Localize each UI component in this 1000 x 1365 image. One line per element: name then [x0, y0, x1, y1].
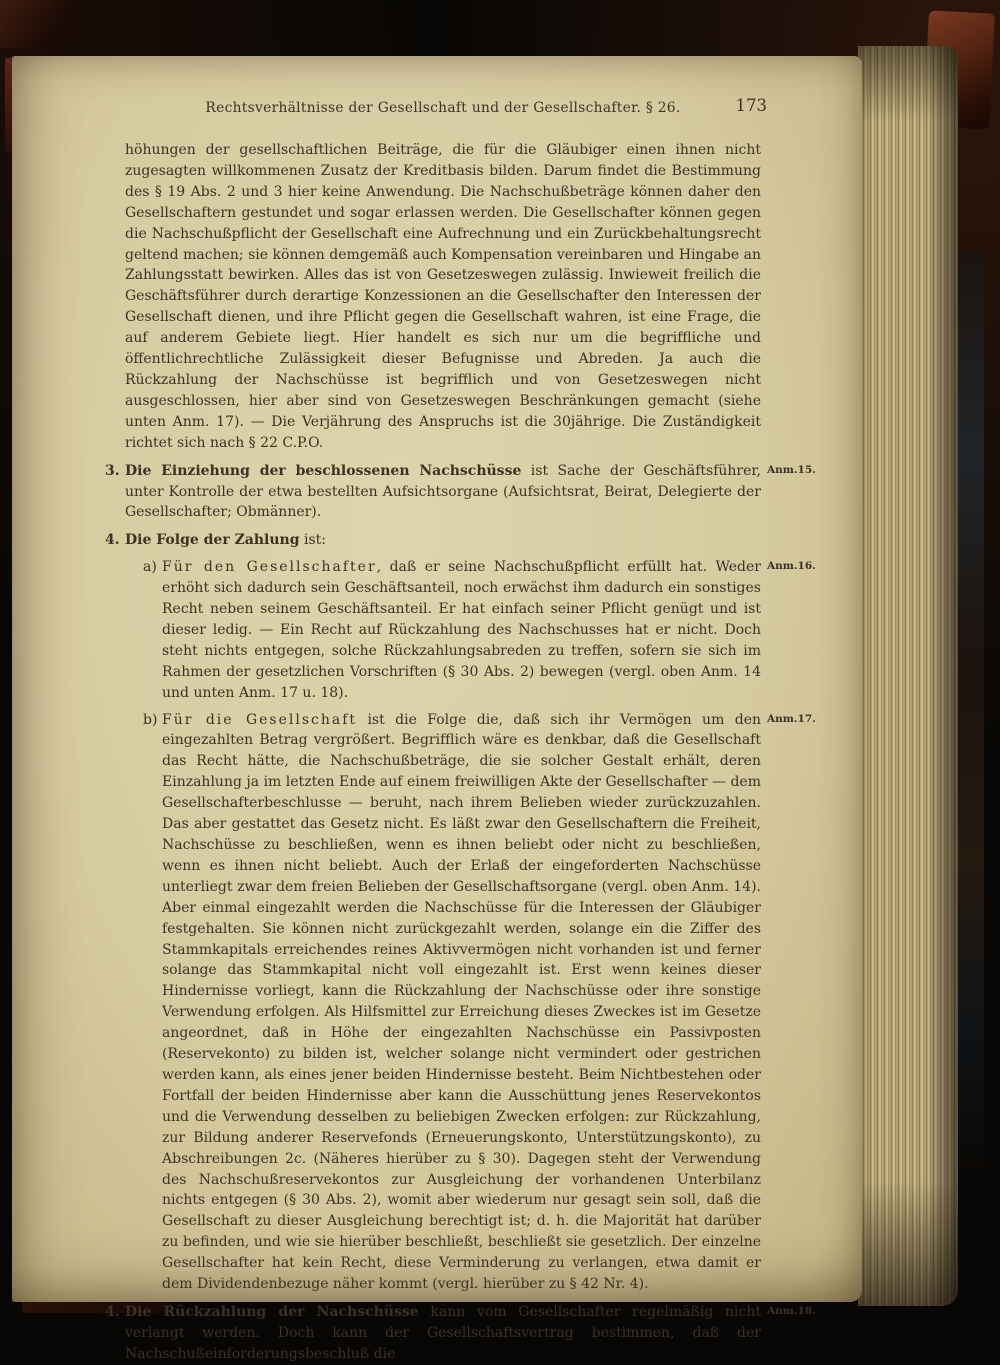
- item-4-number: 4.: [105, 532, 120, 549]
- sub-item-a-lead: Für den Gesellschafter: [162, 559, 377, 576]
- running-header: Rechtsverhältnisse der Gesellschaft und der Gesellschafter. § 26.: [205, 100, 681, 116]
- item-5-lead: Die Rückzahlung der Nachschüsse: [125, 1303, 419, 1320]
- margin-note-anm15: Anm.15.: [767, 463, 816, 476]
- item-3-text: ist Sache der Geschäftsführer, unter Kontrolle der etwa bestellten Aufsichtsorgane (Aufsichtsrat, Beirat, Delegierte der Gesellschafter; Obmänner).: [125, 462, 761, 521]
- sub-item-a-text: , daß er seine Nachschußpflicht erfüllt hat. Weder erhöht sich dadurch sein Geschäftsanteil, noch erwächst ihm dadurch ein sonstiges Recht neben seinem Geschäftsanteil. Er hat einfach seiner Pflicht genügt und ist dieser ledig. — Ein Recht auf Rückzahlung des Nachschusses hat er nicht. Doch steht nichts entgegen, solche Rückzahlungsabreden zu treffen, sofern sie sich im Rahmen der gesetzlichen Vorschriften (§ 30 Abs. 2) bewegen (vergl. oben Anm. 14 und unten Anm. 17 u. 18).: [162, 559, 761, 701]
- paragraph-continuation: höhungen der gesellschaftlichen Beiträge, die für die Gläubiger einen ihnen nicht zugesagten willkommenen Zusatz der Kreditbasis bilden. Darum findet die Bestimmung des § 19 Abs. 2 und 3 hier keine Anwendung. Die Nachschußbeträge können daher den Gesellschaftern gestundet und sogar erlassen werden. Die Gesellschafter können gegen die Nachschußpflicht der Gesellschaft eine Aufrechnung und ein Zurückbehaltungsrecht geltend machen; sie können demgemäß auch Kompensation vereinbaren und Hingabe an Zahlungsstatt bewirken. Alles das ist von Gesetzeswegen zulässig. Inwieweit freilich die Geschäftsführer durch derartige Konzessionen an die Gesellschafter den Interessen der Gesellschaft dienen, und ihre Pflicht gegen die Gesellschaft wahren, ist eine Frage, die auf anderem Gebiete liegt. Hier handelt es sich nur um die begriffliche und öffentlichrechtliche Zulässigkeit dieser Befugnisse und Abreden. Ja auch die Rückzahlung der Nachschüsse ist begrifflich und von Gesetzeswegen nicht ausgeschlossen, hier aber sind von Gesetzeswegen Beschränkungen gemacht (siehe unten Anm. 17). — Die Verjährung des Anspruchs ist die 30jährige. Die Zuständigkeit richtet sich nach § 22 C.P.O.: [125, 142, 761, 451]
- item-5-text: kann vom Gesellschafter regelmäßig nicht verlangt werden. Doch kann der Gesellschaftsvertrag bestimmen, daß der Nachschußeinforderungsbeschluß die: [125, 1303, 761, 1362]
- sub-item-a: [143, 557, 816, 703]
- page-header: [125, 96, 767, 124]
- text-column: [105, 96, 816, 1365]
- scanned-page: [12, 56, 862, 1362]
- numbered-item-4: [105, 530, 761, 551]
- item-5-number: 4.: [105, 1303, 120, 1320]
- book-cover-top-left: [0, 0, 80, 48]
- item-3-lead: Die Einziehung der beschlossenen Nachschüsse: [125, 462, 522, 479]
- numbered-item-4-rueckzahlung: [105, 1302, 816, 1365]
- sub-item-b-label: b): [143, 711, 158, 728]
- margin-note-anm16: Anm.16.: [767, 560, 816, 573]
- sub-item-a-label: a): [143, 559, 157, 576]
- item-4-text: ist:: [299, 532, 326, 549]
- book-cover-side: [956, 250, 984, 1170]
- margin-note-anm18: Anm.18.: [767, 1304, 816, 1317]
- item-4-lead: Die Folge der Zahlung: [125, 532, 300, 549]
- sub-item-b-lead: Für die Gesellschaft: [162, 711, 358, 728]
- page-number: 173: [735, 96, 767, 115]
- margin-note-anm17: Anm.17.: [767, 712, 816, 725]
- sub-item-b-text: ist die Folge die, daß sich ihr Vermögen um den eingezahlten Betrag vergrößert. Begrifflich wäre es denkbar, daß die Gesellschaft das Recht hätte, die Nachschußbeträge, die sie solcher Gestalt erhält, deren Einzahlung ja im letzten Ende auf einem freiwilligen Akte der Gesellschafter — dem Gesellschafterbeschlusse — beruht, nach ihrem Belieben wieder zurückzuzahlen. Das aber gestattet das Gesetz nicht. Es läßt zwar den Gesellschaftern die Freiheit, Nachschüsse zu beschließen, wenn es ihnen beliebt oder nicht zu beschließen, wenn es ihnen nicht beliebt. Auch der Erlaß der eingeforderten Nachschüsse unterliegt zwar dem freien Belieben der Gesellschaftsorgane (vergl. oben Anm. 14). Aber einmal eingezahlt werden die Nachschüsse für die Interessen der Gläubiger festgehalten. Sie können nicht zurückgezahlt werden, solange ein die Ziffer des Stammkapitals erreichendes reines Aktivvermögen nicht vorhanden ist und ferner solange das Stammkapital nicht voll eingezahlt ist. Erst wenn keines dieser Hindernisse vorliegt, kann die Rückzahlung der Nachschüsse oder ihre sonstige Verwendung erfolgen. Als Hilfsmittel zur Erreichung dieses Zweckes ist im Gesetze angeordnet, daß in Höhe der eingezahlten Nachschüsse ein Passivposten (Reservekonto) zu bilden ist, welcher solange nicht vermindert oder gestrichen werden kann, als eines jener beiden Hindernisse besteht. Beim Nichtbestehen oder Fortfall der beiden Hindernisse aber kann die Ausschüttung jenes Reservekontos und die Verwendung desselben zu beliebigen Zwecken erfolgen: zur Rückzahlung, zur Bildung anderer Reservefonds (Erneuerungskonto, Unterstützungskonto), zu Abschreibungen 2c. (Näheres hierüber zu § 30). Dagegen steht der Verwendung des Nachschußreservekontos zur Ausgleichung der vorhandenen Unterbilanz nichts entgegen (§ 30 Abs. 2), womit aber wiederum nur gesagt sein soll, daß die Gesellschaft zu dieser Ausgleichung berechtigt ist; d. h. die Majorität hat darüber zu befinden, und wie sie hierüber beschließt, beschließt sie gesetzlich. Der einzelne Gesellschafter hat kein Recht, diese Verminderung zu verlangen, etwa damit er dem Dividendenbezuge näher kommt (vergl. hierüber zu § 42 Nr. 4).: [162, 711, 762, 1293]
- item-3-number: 3.: [105, 462, 120, 479]
- numbered-item-3: [105, 461, 816, 524]
- sub-item-b: [143, 710, 816, 1295]
- page-fore-edge: [858, 46, 958, 1306]
